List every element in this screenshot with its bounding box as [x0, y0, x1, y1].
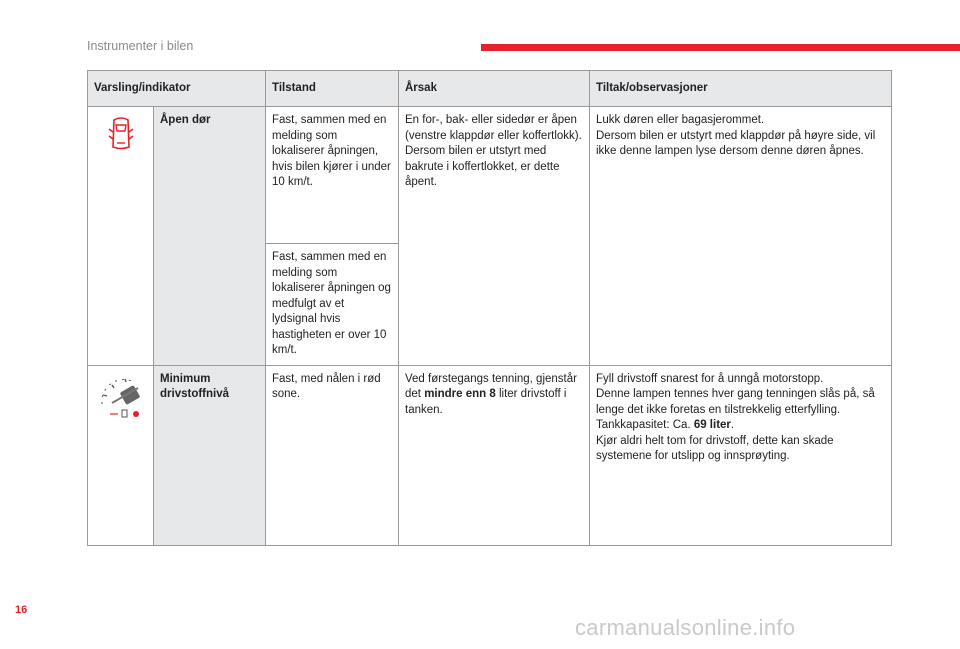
- indicator-icon-cell: [88, 107, 154, 366]
- state-cell: Fast, sammen med en melding som lokaliserer åpningen, hvis bilen kjører i under 10 km/t.: [266, 107, 399, 244]
- column-header: Årsak: [399, 71, 590, 107]
- cause-text: Ved førstegangs tenning, gjenstår det: [405, 372, 577, 400]
- action-text: . Kjør aldri helt tom for drivstoff, dette kan skade systemene for utslipp og innsprøyting.: [596, 419, 834, 462]
- table-header-row: [88, 71, 892, 107]
- column-header: Varsling/indikator: [88, 71, 266, 107]
- table-row: [88, 107, 892, 244]
- state-cell: Fast, med nålen i rød sone.: [266, 365, 399, 545]
- page-number: 16: [15, 604, 28, 616]
- cause-text: liter drivstoff i tanken.: [405, 388, 567, 416]
- indicator-table: [87, 70, 892, 546]
- header-accent-bar: [481, 44, 960, 51]
- indicator-name: Minimum drivstoffnivå: [154, 365, 266, 545]
- column-header: Tilstand: [266, 71, 399, 107]
- table-row: [88, 365, 892, 545]
- action-text: Fyll drivstoff snarest for å unngå motorstopp. Denne lampen tennes hver gang tenningen slås på, så lenge det ikke foretas en tilstrekkelig etterfylling. Tankkapasitet: Ca.: [596, 372, 875, 431]
- indicator-name: Åpen dør: [154, 107, 266, 366]
- watermark: carmanualsonline.info: [575, 615, 796, 640]
- cause-cell: [399, 365, 590, 545]
- fuel-gauge-icon: [98, 374, 144, 426]
- cause-cell: En for-, bak- eller sidedør er åpen (venstre klappdør eller koffertlokk). Dersom bilen er utstyrt med bakrute i koffertlokket, er dette åpent.: [399, 107, 590, 366]
- state-cell: Fast, sammen med en melding som lokaliserer åpningen og medfulgt av et lydsignal hvis hastigheten er over 10 km/t.: [266, 244, 399, 366]
- indicator-icon-cell: [88, 365, 154, 545]
- cause-emphasis: mindre enn 8: [424, 388, 496, 400]
- door-open-icon: [108, 115, 134, 161]
- action-emphasis: 69 liter: [693, 419, 731, 431]
- column-header: Tiltak/observasjoner: [590, 71, 892, 107]
- action-cell: [590, 365, 892, 545]
- section-title: Instrumenter i bilen: [87, 39, 194, 53]
- action-cell: Lukk døren eller bagasjerommet. Dersom bilen er utstyrt med klappdør på høyre side, vil ikke denne lampen lyse dersom denne døren åpnes.: [590, 107, 892, 366]
